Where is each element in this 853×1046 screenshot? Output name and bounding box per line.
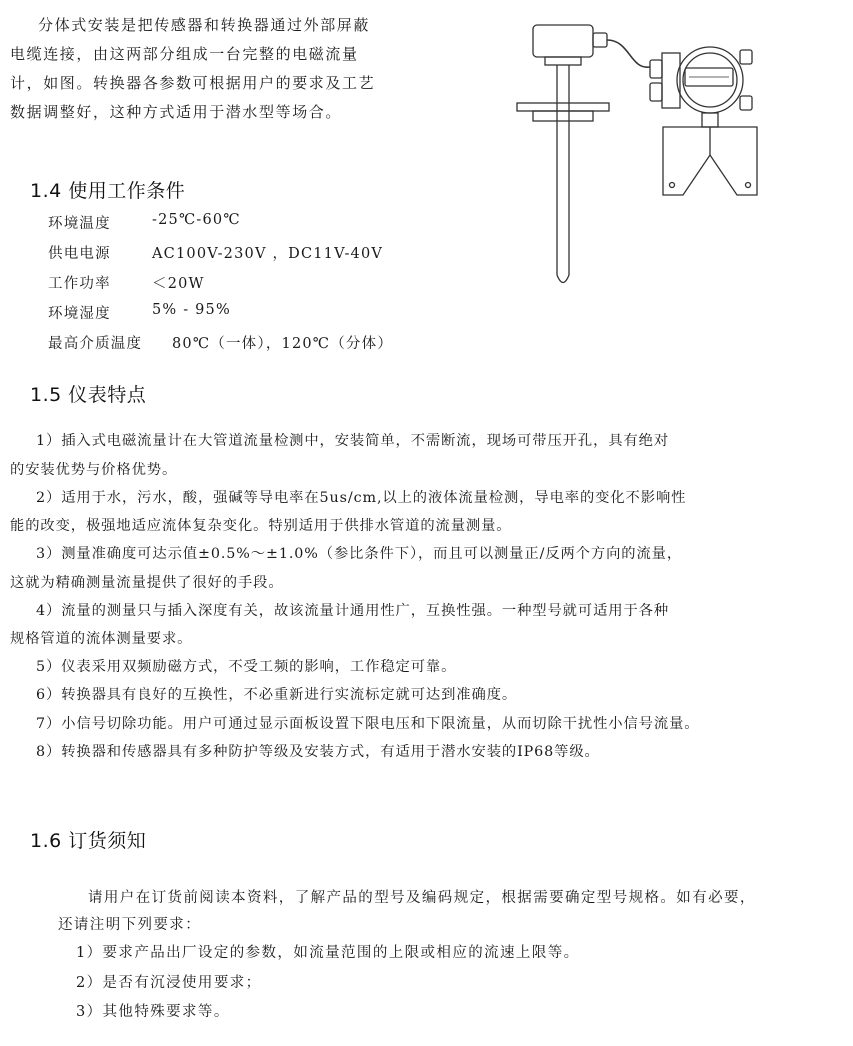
feature-line: 1）插入式电磁流量计在大管道流量检测中，安装简单，不需断流，现场可带压开孔，具有绝对 [36,433,670,449]
feature-line: 3）测量准确度可达示值±0.5%～±1.0%（参比条件下），而且可以测量正/反两个方向的流量， [36,546,683,562]
intro-line: 电缆连接，由这两部分组成一台完整的电磁流量 [10,45,359,63]
feature-line: 这就为精确测量流量提供了很好的手段。 [10,575,284,591]
feature-line: 7）小信号切除功能。用户可通过显示面板设置下限电压和下限流量，从而切除干扰性小信号流量。 [36,716,700,732]
condition-label: 供电电源 [48,246,111,262]
sensor-head [533,25,593,57]
ordering-item: 3）其他特殊要求等。 [76,1004,230,1020]
feature-line: 规格管道的流体测量要求。 [10,631,193,647]
flange [517,103,609,111]
condition-value: 5% - 95% [152,302,231,318]
feature-line: 的安装优势与价格优势。 [10,462,178,478]
intro-line: 计，如图。转换器各参数可根据用户的要求及工艺 [10,74,376,92]
feature-line: 2）适用于水，污水，酸，强碱等导电率在5us/cm,以上的液体流量检测，导电率的变化不影响性 [36,490,687,506]
condition-value: 80℃（一体），120℃（分体） [172,336,394,352]
section-title-1-5: 1.5 仪表特点 [30,384,147,406]
condition-label: 环境温度 [48,216,111,232]
feature-line: 能的改变，极强地适应流体复杂变化。特别适用于供排水管道的流量测量。 [10,518,512,534]
condition-label: 工作功率 [48,276,111,292]
condition-row [48,242,111,263]
cable [607,40,650,67]
ordering-intro-line: 请用户在订货前阅读本资料，了解产品的型号及编码规定，根据需要确定型号规格。如有必要， [88,890,756,906]
condition-row [48,212,111,233]
condition-label: 最高介质温度 [48,336,143,352]
ordering-intro-line: 还请注明下列要求： [58,917,202,933]
feature-line: 5）仪表采用双频励磁方式，不受工频的影响，工作稳定可靠。 [36,659,457,675]
condition-value: ＜20W [152,276,205,292]
intro-line: 数据调整好，这种方式适用于潜水型等场合。 [10,103,343,121]
condition-row [48,272,111,293]
feature-line: 6）转换器具有良好的互换性，不必重新进行实流标定就可达到准确度。 [36,687,518,703]
intro-line: 分体式安装是把传感器和转换器通过外部屏蔽 [38,16,371,34]
section-title-1-4: 1.4 使用工作条件 [30,180,186,202]
condition-value: -25℃-60℃ [152,212,241,228]
feature-line: 4）流量的测量只与插入深度有关，故该流量计通用性广，互换性强。一种型号就可适用于各种 [36,603,670,619]
ordering-item: 2）是否有沉浸使用要求； [76,975,262,991]
condition-row [48,332,142,353]
ordering-item: 1）要求产品出厂设定的参数，如流量范围的上限或相应的流速上限等。 [76,945,580,961]
condition-label: 环境湿度 [48,306,111,322]
condition-row [48,302,111,323]
section-title-1-6: 1.6 订货须知 [30,830,147,852]
condition-value: AC100V-230V ，DC11V-40V [152,246,384,262]
split-flowmeter-illustration [505,5,775,300]
feature-line: 8）转换器和传感器具有多种防护等级及安装方式，有适用于潜水安装的IP68等级。 [36,744,600,760]
